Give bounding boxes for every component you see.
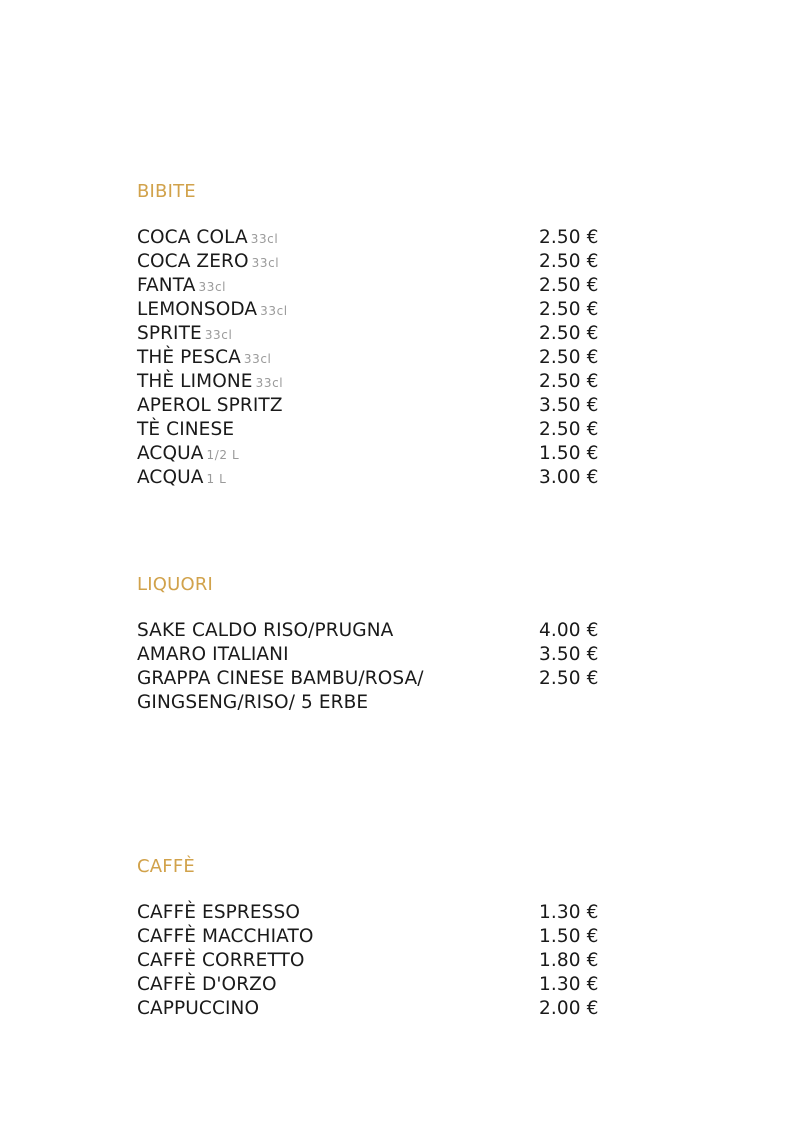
menu-item [137,442,617,466]
item-price: 1.30 € [539,902,599,923]
item-price: 2.50 € [539,668,599,689]
item-price: 2.50 € [539,227,599,248]
item-name: CAFFÈ CORRETTO [137,950,305,971]
section-title-bibite: BIBITE [137,181,196,202]
item-price: 1.50 € [539,443,599,464]
item-name: CAFFÈ D'ORZO [137,974,277,995]
item-price: 2.50 € [539,371,599,392]
menu-item [137,418,617,442]
item-size: 1 L [206,472,227,486]
item-name: COCA ZERO [137,251,249,272]
menu-item [137,619,617,643]
item-size: 33cl [198,280,227,294]
menu-item [137,643,617,667]
item-price: 3.00 € [539,467,599,488]
item-size: 33cl [204,328,233,342]
item-name: COCA COLA [137,227,248,248]
item-size: 33cl [255,376,284,390]
item-price: 3.50 € [539,395,599,416]
section-liquori [137,574,617,715]
item-size: 33cl [251,256,280,270]
menu-item [137,346,617,370]
section-caffe [137,856,617,1021]
menu-list-caffe [137,901,617,1021]
menu-list-bibite [137,226,617,490]
menu-item [137,901,617,925]
menu-item [137,274,617,298]
section-title-liquori: LIQUORI [137,574,214,595]
item-name: GRAPPA CINESE BAMBU/ROSA/ GINGSENG/RISO/ 5 ERBE [137,668,424,713]
item-name: THÈ LIMONE [137,371,253,392]
item-price: 1.50 € [539,926,599,947]
item-name: SPRITE [137,323,202,344]
item-price: 2.50 € [539,323,599,344]
menu-item [137,997,617,1021]
menu-item [137,370,617,394]
item-price: 1.30 € [539,974,599,995]
item-name: ACQUA [137,443,204,464]
item-name: APEROL SPRITZ [137,395,283,416]
item-price: 2.50 € [539,299,599,320]
item-name: AMARO ITALIANI [137,644,289,665]
item-price: 2.50 € [539,347,599,368]
menu-item [137,226,617,250]
item-name: TÈ CINESE [137,419,235,440]
menu-item [137,250,617,274]
menu-item [137,925,617,949]
item-price: 3.50 € [539,644,599,665]
item-price: 2.00 € [539,998,599,1019]
item-name: ACQUA [137,467,204,488]
item-size: 33cl [260,304,288,318]
menu-list-liquori [137,619,617,715]
menu-item [137,466,617,490]
item-size: 33cl [250,232,279,246]
item-name: CAPPUCCINO [137,998,260,1019]
menu-item [137,322,617,346]
menu-item [137,949,617,973]
item-price: 2.50 € [539,251,599,272]
item-name: LEMONSODA [137,299,258,320]
menu-item [137,298,617,322]
item-name: FANTA [137,275,196,296]
item-size: 1/2 L [206,448,240,462]
item-name: THÈ PESCA [137,347,241,368]
item-price: 4.00 € [539,620,599,641]
menu-item [137,667,617,715]
section-bibite [137,181,617,490]
section-title-caffe: CAFFÈ [137,856,195,877]
item-name: SAKE CALDO RISO/PRUGNA [137,620,394,641]
menu-item [137,394,617,418]
menu-item [137,973,617,997]
item-price: 1.80 € [539,950,599,971]
item-size: 33cl [243,352,272,366]
item-price: 2.50 € [539,275,599,296]
item-name: CAFFÈ ESPRESSO [137,902,301,923]
item-price: 2.50 € [539,419,599,440]
item-name: CAFFÈ MACCHIATO [137,926,314,947]
